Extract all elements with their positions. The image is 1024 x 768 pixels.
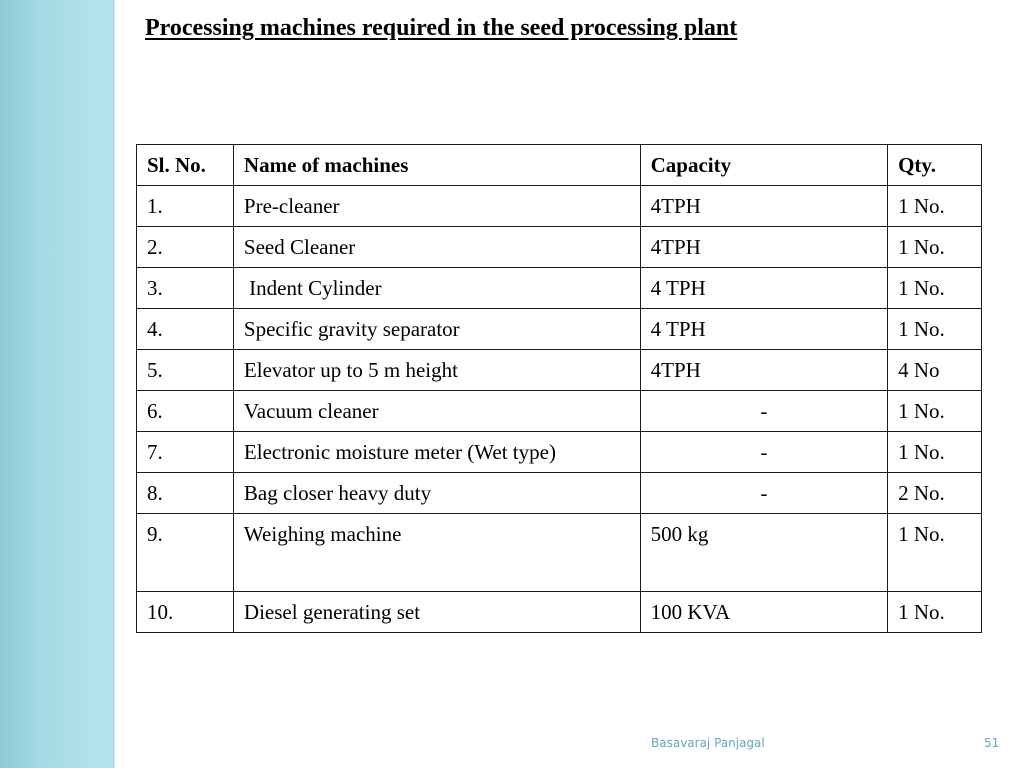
cell-sl-no: 9. [137, 514, 234, 592]
cell-capacity: 4 TPH [640, 268, 887, 309]
cell-machine-name: Weighing machine [233, 514, 640, 592]
cell-sl-no: 4. [137, 309, 234, 350]
cell-machine-name: Bag closer heavy duty [233, 473, 640, 514]
slide-title: Processing machines required in the seed processing plant [145, 15, 738, 41]
cell-capacity: 500 kg [640, 514, 887, 592]
cell-sl-no: 7. [137, 432, 234, 473]
header-capacity: Capacity [640, 145, 887, 186]
side-accent-edge [113, 0, 115, 768]
cell-capacity: - [640, 432, 887, 473]
cell-sl-no: 1. [137, 186, 234, 227]
cell-sl-no: 10. [137, 592, 234, 633]
page-number: 51 [984, 736, 1000, 750]
table-row [137, 268, 982, 309]
cell-machine-name: Vacuum cleaner [233, 391, 640, 432]
cell-qty: 4 No [888, 350, 982, 391]
cell-capacity: 4TPH [640, 227, 887, 268]
table-row [137, 391, 982, 432]
table-row [137, 592, 982, 633]
header-qty: Qty. [888, 145, 982, 186]
cell-qty: 1 No. [888, 268, 982, 309]
cell-capacity: 100 KVA [640, 592, 887, 633]
cell-machine-name: Electronic moisture meter (Wet type) [233, 432, 640, 473]
cell-machine-name: Elevator up to 5 m height [233, 350, 640, 391]
table-row [137, 350, 982, 391]
cell-qty: 1 No. [888, 309, 982, 350]
cell-qty: 1 No. [888, 514, 982, 592]
cell-qty: 1 No. [888, 186, 982, 227]
machines-table [136, 144, 982, 633]
cell-sl-no: 2. [137, 227, 234, 268]
side-accent-band [0, 0, 113, 768]
cell-machine-name: Indent Cylinder [233, 268, 640, 309]
cell-sl-no: 5. [137, 350, 234, 391]
cell-qty: 1 No. [888, 432, 982, 473]
table-row [137, 473, 982, 514]
table-row [137, 227, 982, 268]
cell-capacity: 4TPH [640, 350, 887, 391]
table-header-row [137, 145, 982, 186]
footer-author: Basavaraj Panjagal [651, 736, 765, 750]
table-row [137, 186, 982, 227]
cell-sl-no: 3. [137, 268, 234, 309]
header-sl-no: Sl. No. [137, 145, 234, 186]
cell-machine-name: Pre-cleaner [233, 186, 640, 227]
cell-sl-no: 6. [137, 391, 234, 432]
cell-qty: 1 No. [888, 592, 982, 633]
table-row [137, 309, 982, 350]
cell-capacity: 4 TPH [640, 309, 887, 350]
cell-qty: 1 No. [888, 227, 982, 268]
table-row [137, 432, 982, 473]
cell-capacity: - [640, 391, 887, 432]
cell-capacity: 4TPH [640, 186, 887, 227]
cell-machine-name: Seed Cleaner [233, 227, 640, 268]
cell-capacity: - [640, 473, 887, 514]
cell-sl-no: 8. [137, 473, 234, 514]
cell-machine-name: Specific gravity separator [233, 309, 640, 350]
header-machine-name: Name of machines [233, 145, 640, 186]
cell-qty: 1 No. [888, 391, 982, 432]
cell-machine-name: Diesel generating set [233, 592, 640, 633]
table-row [137, 514, 982, 592]
cell-qty: 2 No. [888, 473, 982, 514]
